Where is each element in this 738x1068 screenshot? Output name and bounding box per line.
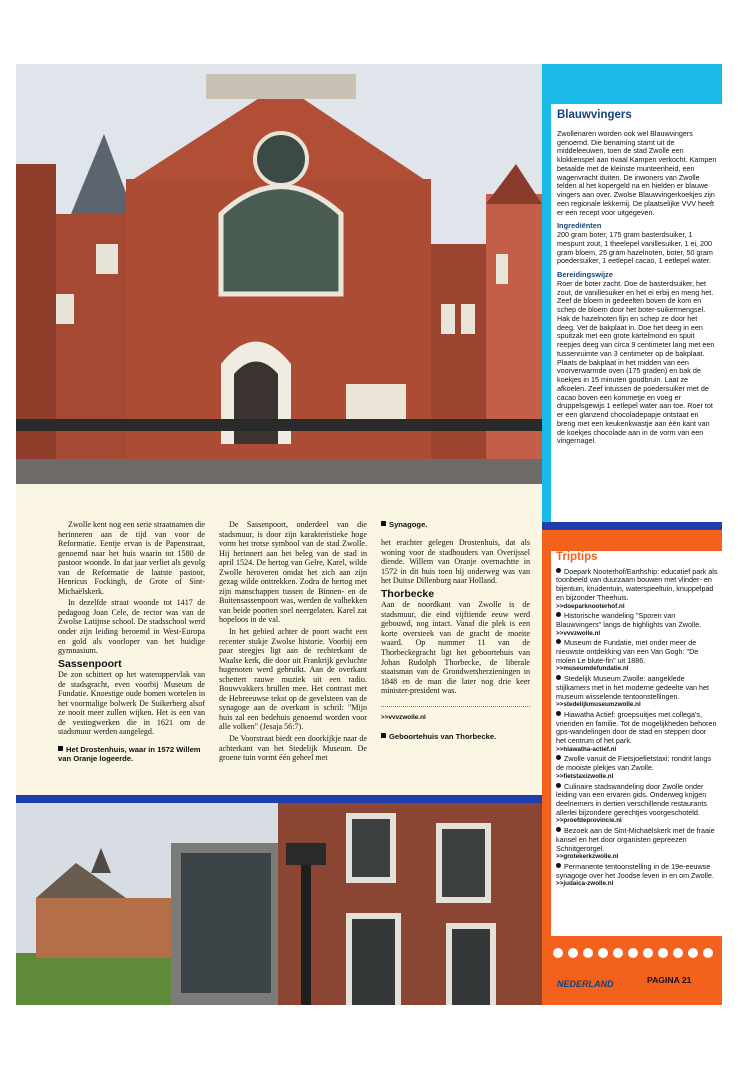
list-item: Zwolle vanuit de Fietsjoefietstaxi: rondrit langs de mooiste plekjes van Zwolle. >>fietstaxizwolle.nl bbox=[556, 755, 718, 781]
list-item: Permanente tentoonstelling in de 19e-eeuwse synagoge over het Joodse leven in en om Zwolle. >>judaica-zwolle.nl bbox=[556, 863, 718, 889]
dot-icon bbox=[568, 948, 578, 958]
article-column-3 bbox=[381, 520, 530, 741]
dot-icon bbox=[643, 948, 653, 958]
paragraph: Aan de noordkant van Zwolle is de stadsmuur, die eind vijftiende eeuw werd gebouwd, nog intact. Vanaf die plek is een korte oversteek van de gracht de moeite waard. Op nummer 11 van de Thorbeckegracht ligt het geboortehuis van Johan Rudolph Thorbecke, de liberale staatsman van de Grondwetsherzieningen in 1848 en de man die later nog drie keer minister-president was. bbox=[381, 600, 530, 696]
square-bullet-icon bbox=[381, 521, 386, 526]
triptips-box bbox=[556, 553, 718, 890]
article-column-1 bbox=[58, 520, 205, 763]
bullet-icon bbox=[556, 755, 561, 760]
sidebar-title: Blauwvingers bbox=[557, 109, 632, 121]
dot-icon bbox=[703, 948, 713, 958]
square-bullet-icon bbox=[381, 733, 386, 738]
method-text: Roer de boter zacht. Doe de basterdsuiker, het zout, de vanillesuiker en het ei erbij en meng het. Zeef de bloem in gedeelten boven de kom en schep de bloem door het boter-suikermengsel. Hak de hazelnoten fijn en schep ze door het deeg. Vet de bakplaat in. Doe het deeg in een spuitzak met een grote kartelmond en spuit reepjes deeg van circa 9 centimeter lang met een tussenruimte van 3 centimeter op de bakplaat. Plaats de bakplaat in het midden van een voorverwarmde oven (175 graden) en bak de koekjes in 15 minuten goudbruin. Laat ze afkoelen. Zeef intussen de poedersuiker met de cacao boven een kommetje en voeg er druppelsgewijs 1 eetlepel water aan toe. Roer tot er een glanzend chocoladepapje ontstaat en breng met een keukenkwastje aan één kant van de koekjes chocolade aan in de vorm van een vingernagel. bbox=[557, 278, 715, 446]
drostenhuis-photo bbox=[16, 803, 542, 1005]
website-link[interactable]: >>stedelijkmuseumzwolle.nl bbox=[556, 701, 641, 709]
photo-caption: Synagoge. bbox=[381, 520, 530, 529]
square-bullet-icon bbox=[58, 746, 63, 751]
bullet-icon bbox=[556, 675, 561, 680]
sidebar-intro: Zwollenaren worden ook wel Blauwvingers genoemd. Die benaming stamt uit de middeleeuwen, toen de stad Zwolle een klokkenspel aan rivaal Kampen verkocht. Kampen betaalde met de kleinste munteenheid, een wagenvracht duiten. De inwoners van Zwolle telden al het kopergeld na en hielden er blauwe vingers aan over. Zwolse Blauwvingerkoekjes zijn een regionale lekkernij. De plaatselijke VVV heeft er een recept voor uitgegeven. bbox=[557, 128, 717, 217]
website-link[interactable]: >>grotekerkzwolle.nl bbox=[556, 853, 619, 861]
decorative-dot-row bbox=[553, 948, 719, 962]
sidebar-blue-bar bbox=[542, 522, 722, 530]
paragraph: In het gebied achter de poort wacht een recenter stukje Zwolse historie. Voorbij een paar steegjes ligt aan de rechterkant de Waalse kerk, die door uit Frankrijk gevluchte hugenoten werd gebruikt. Aan de overkant schettert rauwe muziek uit een radio. Bouwvakkers brullen mee. Het contrast met de Hebreeuwse tekst op de gevelsteen van de synagoge aan de overkant is schril: "Mijn huis zal een bedehuis genoemd worden voor alle volken" (Jesaja 56:7). bbox=[219, 627, 367, 732]
dot-icon bbox=[613, 948, 623, 958]
dot-icon bbox=[583, 948, 593, 958]
dotted-divider bbox=[381, 706, 530, 707]
list-item: Museum de Fundatie, met onder meer de nieuwste ontdekking van een Van Gogh: "De molen Le blute-fin" uit 1886. >>museumdefundatie.nl bbox=[556, 639, 718, 674]
uit-nederland-logo: UIT NEDERLAND bbox=[557, 970, 614, 989]
photo-caption: Geboortehuis van Thorbecke. bbox=[381, 732, 530, 741]
website-link[interactable]: >>museumdefundatie.nl bbox=[556, 665, 629, 673]
dot-icon bbox=[688, 948, 698, 958]
blauwvingers-box bbox=[557, 107, 717, 446]
paragraph: De zon schittert op het wateroppervlak van de stadsgracht, even voorbij Museum de Fundatie. Knoestige oude bomen wortelen in het voormalige bolwerk De Suikerberg alsof ze nooit meer zullen wijken. Het is een van de vestingwerken die in 1621 om de stadsmuur werden aangelegd. bbox=[58, 670, 205, 737]
photo-caption: Het Drostenhuis, waar in 1572 Willem van Oranje logeerde. bbox=[58, 745, 201, 764]
list-item: Culinaire stadswandeling door Zwolle onder leiding van een ervaren gids. Onderweg krijgen deelnemers in dertien verschillende restaurants allerlei bijzondere gerechtjes voorgeschoteld. >>proefdeprovincie.nl bbox=[556, 783, 718, 827]
page-footer bbox=[551, 971, 722, 993]
dot-icon bbox=[598, 948, 608, 958]
bullet-icon bbox=[556, 863, 561, 868]
website-link[interactable]: >>fietstaxizwolle.nl bbox=[556, 772, 614, 780]
ingredients-text: 200 gram boter, 175 gram basterdsuiker, 1 mespunt zout, 1 theelepel vanillesuiker, 1 ei, 200 gram bloem, 25 gram hazelnoten, boter, 50 gram poedersuiker, 1 eetlepel cacao, 1 eetlepel water. bbox=[557, 230, 713, 266]
page-number: PAGINA 21 bbox=[647, 975, 692, 985]
list-item: Stedelijk Museum Zwolle: aangeklede stijlkamers met in het moderne gedeelte van het museum wisselende tentoonstellingen. >>stedelijkmuseumzwolle.nl bbox=[556, 675, 718, 710]
dot-icon bbox=[673, 948, 683, 958]
method-heading: Bereidingswijze bbox=[557, 270, 613, 279]
dot-icon bbox=[553, 948, 563, 958]
paragraph: Zwolle kent nog een serie straatnamen die herinneren aan de tijd van voor de Reformatie. Eentje ervan is de Papenstraat, genoemd naar het huis waarin tot 1580 de pastoor woonde. In dat jaar verliet als gevolg van de Reformatie de laatste pastoor, Henricus Fockingh, de Grote of Sint-Michaëlskerk. bbox=[58, 520, 205, 596]
dot-icon bbox=[628, 948, 638, 958]
paragraph: In dezelfde straat woonde tot 1417 de pedagoog Joan Cele, de rector was van de Zwolse Latijnse school. De stadsschool werd onder zijn leiding beroemd in West-Europa en gold als voorloper van het huidige gymnasium. bbox=[58, 598, 205, 656]
paragraph: De Voorstraat biedt een doorkijkje naar de achterkant van het Stedelijk Museum. De groene tuin vormt één geheel met bbox=[219, 734, 367, 763]
bullet-icon bbox=[556, 827, 561, 832]
paragraph: het erachter gelegen Drostenhuis, dat als woning voor de stadhouders van Overijssel diende. Willem van Oranje overnachtte in 1572 in dit huis toen hij onderweg was van het Duitse Dillenburg naar Holland. bbox=[381, 538, 530, 586]
ingredients-heading: Ingrediënten bbox=[557, 221, 602, 231]
list-item: Hiawatha Actief: groepsuitjes met collega's, vrienden en familie. Tot de mogelijkheden behoren gps-wandelingen door de stad en steppen door het centrum of het park. >>hiawatha-actief.nl bbox=[556, 709, 717, 753]
bullet-icon bbox=[556, 568, 561, 573]
website-link[interactable]: >>doeparknooterhof.nl bbox=[556, 602, 625, 610]
bullet-icon bbox=[556, 639, 561, 644]
dot-icon bbox=[658, 948, 668, 958]
website-link[interactable]: >>proefdeprovincie.nl bbox=[556, 817, 622, 825]
subheading-thorbecke: Thorbecke bbox=[381, 587, 435, 600]
list-item: Historische wandeling "Sporen van Blauwvingers" langs de highlights van Zwolle. >>vvvzwolle.nl bbox=[556, 612, 718, 638]
list-item: Doepark Nooterhof/Earthship: educatief park als toonbeeld van duurzaam bouwen met vlinder- en bijentuin, kruidentuin, waterspeeltuin, knuppelpad en bijzonder Theehuis. >>doeparknooterhof.nl bbox=[556, 566, 718, 610]
list-item: Bezoek aan de Sint-Michaëlskerk met de fraaie kansel en het door organisten gepreezen Schnitgerorgel. >>grotekerkzwolle.nl bbox=[556, 827, 718, 862]
article-column-2 bbox=[219, 520, 367, 765]
website-link[interactable]: >>vvvzwolle.nl bbox=[556, 629, 601, 637]
paragraph: De Sassenpoort, onderdeel van die stadsmuur, is door zijn karakteristieke hoge vorm het trotse symbool van de stad Zwolle. Hij herinnert aan het beleg van de stad in april 1524. De hertog van Gelre, Karel, wilde Zwolle heroveren omdat het zich aan zijn gezag wilde onttrekken. Zodra de hertog met zijn manschappen tussen de Binnen- en de Buitensassenpoort was, werden de valhekken van beide poorten snel neergelaten. Karel zat hopeloos in de val. bbox=[219, 520, 367, 625]
website-link[interactable]: >>vvvzwolle.nl bbox=[381, 713, 426, 721]
website-link[interactable]: >>judaica-zwolle.nl bbox=[556, 880, 614, 888]
blue-divider-bar bbox=[16, 795, 542, 803]
website-link[interactable]: >>hiawatha-actief.nl bbox=[556, 745, 617, 753]
bullet-icon bbox=[556, 783, 561, 788]
subheading-sassenpoort: Sassenpoort bbox=[58, 657, 122, 670]
synagogue-photo bbox=[16, 64, 542, 484]
triptips-title: Triptips bbox=[556, 551, 598, 563]
bullet-icon bbox=[556, 612, 561, 617]
bullet-icon bbox=[556, 711, 561, 716]
